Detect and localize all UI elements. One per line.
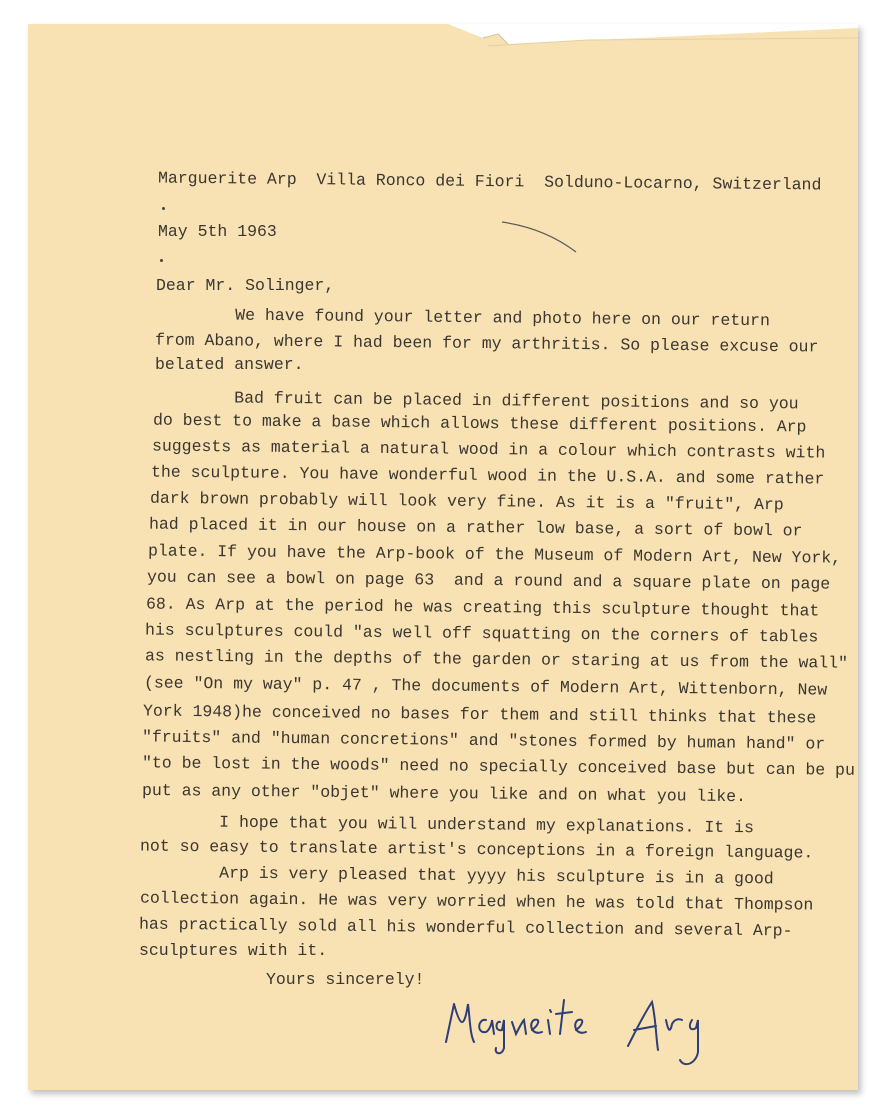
body-line-18: "to be lost in the woods" need no specially conceived base but can be pu — [141, 753, 856, 780]
body-line-22: Arp is very pleased that yyyy his sculpture is in a good — [139, 862, 774, 889]
signature — [430, 990, 770, 1080]
salutation: Dear Mr. Solinger, — [156, 276, 335, 295]
body-line-24: has practically sold all his wonderful collection and several Arp- — [138, 914, 793, 941]
body-line-11: you can see a bowl on page 63 and a round and a square plate on page — [146, 567, 831, 594]
letter-date: May 5th 1963 — [158, 222, 277, 241]
body-line-13: his sculptures could "as well off squatting on the corners of tables — [144, 620, 819, 647]
punctuation-dot — [160, 259, 163, 262]
body-line-21: not so easy to translate artist's conceptions in a foreign language. — [139, 836, 814, 863]
body-line-23: collection again. He was very worried when he was told that Thompson — [139, 888, 814, 915]
body-line-5: do best to make a base which allows these different positions. Arp — [152, 410, 807, 437]
body-line-19: put as any other "objet" where you like and on what you like. — [141, 780, 747, 807]
body-line-14: as nestling in the depths of the garden or staring at us from the wall" — [144, 646, 849, 673]
body-line-12: 68. As Arp at the period he was creating this sculpture thought that — [145, 594, 820, 621]
body-line-16: York 1948)he conceived no bases for them and still thinks that these — [142, 701, 817, 728]
closing: Yours sincerely! — [266, 970, 425, 989]
pencil-mark — [500, 218, 580, 258]
letter-header: Marguerite Arp Villa Ronco dei Fiori Solduno-Locarno, Switzerland — [157, 168, 822, 195]
body-line-3: belated answer. — [155, 355, 304, 374]
punctuation-dot — [162, 207, 165, 210]
body-line-10: plate. If you have the Arp-book of the Museum of Modern Art, New York, — [147, 541, 842, 568]
body-line-9: had placed it in our house on a rather low base, a sort of bowl or — [148, 514, 803, 541]
body-line-15: (see "On my way" p. 47 , The documents of Modern Art, Wittenborn, New — [143, 673, 828, 700]
body-line-2: from Abano, where I had been for my arthritis. So please excuse our — [154, 330, 819, 357]
body-line-6: suggests as material a natural wood in a colour which contrasts with — [151, 436, 826, 463]
body-line-4: Bad fruit can be placed in different positions and so you — [154, 387, 799, 414]
body-line-8: dark brown probably will look very fine. As it is a "fruit", Arp — [149, 488, 784, 515]
body-line-7: the sculpture. You have wonderful wood in the U.S.A. and some rather — [150, 462, 825, 489]
body-line-25: sculptures with it. — [139, 941, 328, 960]
torn-top-edge — [28, 24, 858, 64]
body-line-17: "fruits" and "human concretions" and "stones formed by human hand" or — [141, 727, 826, 754]
body-line-1: We have found your letter and photo here on our return — [155, 304, 770, 331]
body-line-20: I hope that you will understand my explanations. It is — [139, 811, 754, 838]
